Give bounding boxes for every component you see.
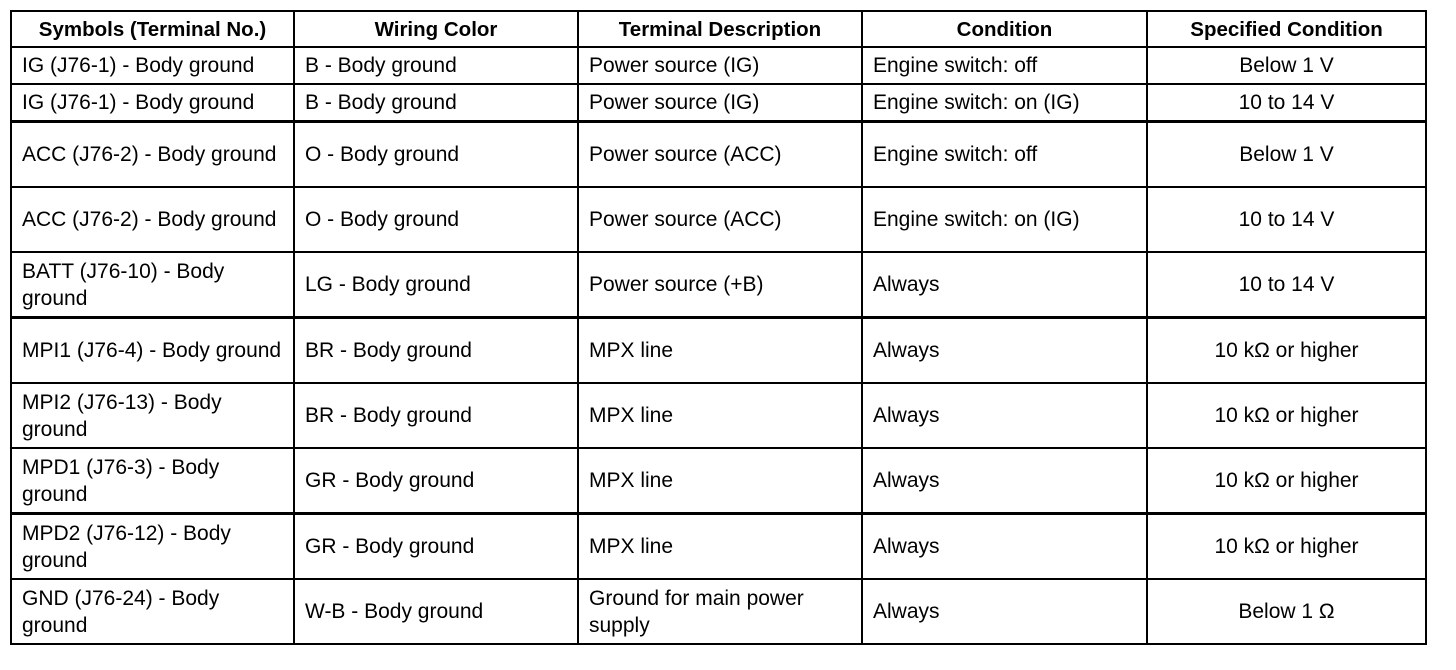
table-row [11,122,1426,188]
cell-condition: Always [862,318,1147,384]
cell-wiring-color: GR - Body ground [294,514,578,580]
cell-wiring-color: W-B - Body ground [294,579,578,644]
header-condition: Condition [862,11,1147,47]
cell-wiring-color: O - Body ground [294,122,578,188]
cell-symbol: IG (J76-1) - Body ground [11,84,294,122]
table-row [11,187,1426,252]
table-row [11,514,1426,580]
cell-specified: 10 to 14 V [1147,252,1426,318]
cell-description: Power source (IG) [578,84,862,122]
cell-condition: Always [862,514,1147,580]
cell-symbol: GND (J76-24) - Body ground [11,579,294,644]
cell-condition: Always [862,579,1147,644]
cell-description: Power source (ACC) [578,187,862,252]
cell-condition: Always [862,252,1147,318]
cell-wiring-color: GR - Body ground [294,448,578,514]
table-row [11,383,1426,448]
cell-symbol: MPI1 (J76-4) - Body ground [11,318,294,384]
cell-symbol: MPD2 (J76-12) - Body ground [11,514,294,580]
table-row [11,47,1426,84]
cell-condition: Engine switch: on (IG) [862,187,1147,252]
table-row [11,84,1426,122]
header-terminal-description: Terminal Description [578,11,862,47]
cell-wiring-color: B - Body ground [294,84,578,122]
cell-symbol: BATT (J76-10) - Body ground [11,252,294,318]
cell-condition: Always [862,383,1147,448]
cell-specified: 10 kΩ or higher [1147,383,1426,448]
cell-description: MPX line [578,448,862,514]
cell-specified: 10 to 14 V [1147,84,1426,122]
cell-specified: Below 1 Ω [1147,579,1426,644]
cell-description: Power source (ACC) [578,122,862,188]
table-row [11,448,1426,514]
cell-specified: 10 kΩ or higher [1147,514,1426,580]
cell-description: Power source (+B) [578,252,862,318]
cell-symbol: MPI2 (J76-13) - Body ground [11,383,294,448]
cell-symbol: ACC (J76-2) - Body ground [11,122,294,188]
cell-description: MPX line [578,318,862,384]
cell-symbol: MPD1 (J76-3) - Body ground [11,448,294,514]
cell-condition: Always [862,448,1147,514]
table-row [11,318,1426,384]
cell-wiring-color: B - Body ground [294,47,578,84]
cell-condition: Engine switch: off [862,47,1147,84]
header-row [11,11,1426,47]
cell-wiring-color: LG - Body ground [294,252,578,318]
terminal-spec-table [10,10,1427,645]
cell-description: MPX line [578,514,862,580]
cell-specified: Below 1 V [1147,122,1426,188]
cell-wiring-color: BR - Body ground [294,383,578,448]
cell-description: MPX line [578,383,862,448]
cell-specified: 10 kΩ or higher [1147,448,1426,514]
cell-wiring-color: BR - Body ground [294,318,578,384]
cell-specified: Below 1 V [1147,47,1426,84]
cell-condition: Engine switch: off [862,122,1147,188]
header-wiring-color: Wiring Color [294,11,578,47]
cell-symbol: IG (J76-1) - Body ground [11,47,294,84]
header-specified-condition: Specified Condition [1147,11,1426,47]
table-row [11,252,1426,318]
cell-specified: 10 to 14 V [1147,187,1426,252]
cell-condition: Engine switch: on (IG) [862,84,1147,122]
cell-description: Ground for main power supply [578,579,862,644]
table-row [11,579,1426,644]
terminal-spec-table-container [10,10,1425,645]
cell-specified: 10 kΩ or higher [1147,318,1426,384]
cell-description: Power source (IG) [578,47,862,84]
cell-symbol: ACC (J76-2) - Body ground [11,187,294,252]
header-symbols: Symbols (Terminal No.) [11,11,294,47]
cell-wiring-color: O - Body ground [294,187,578,252]
